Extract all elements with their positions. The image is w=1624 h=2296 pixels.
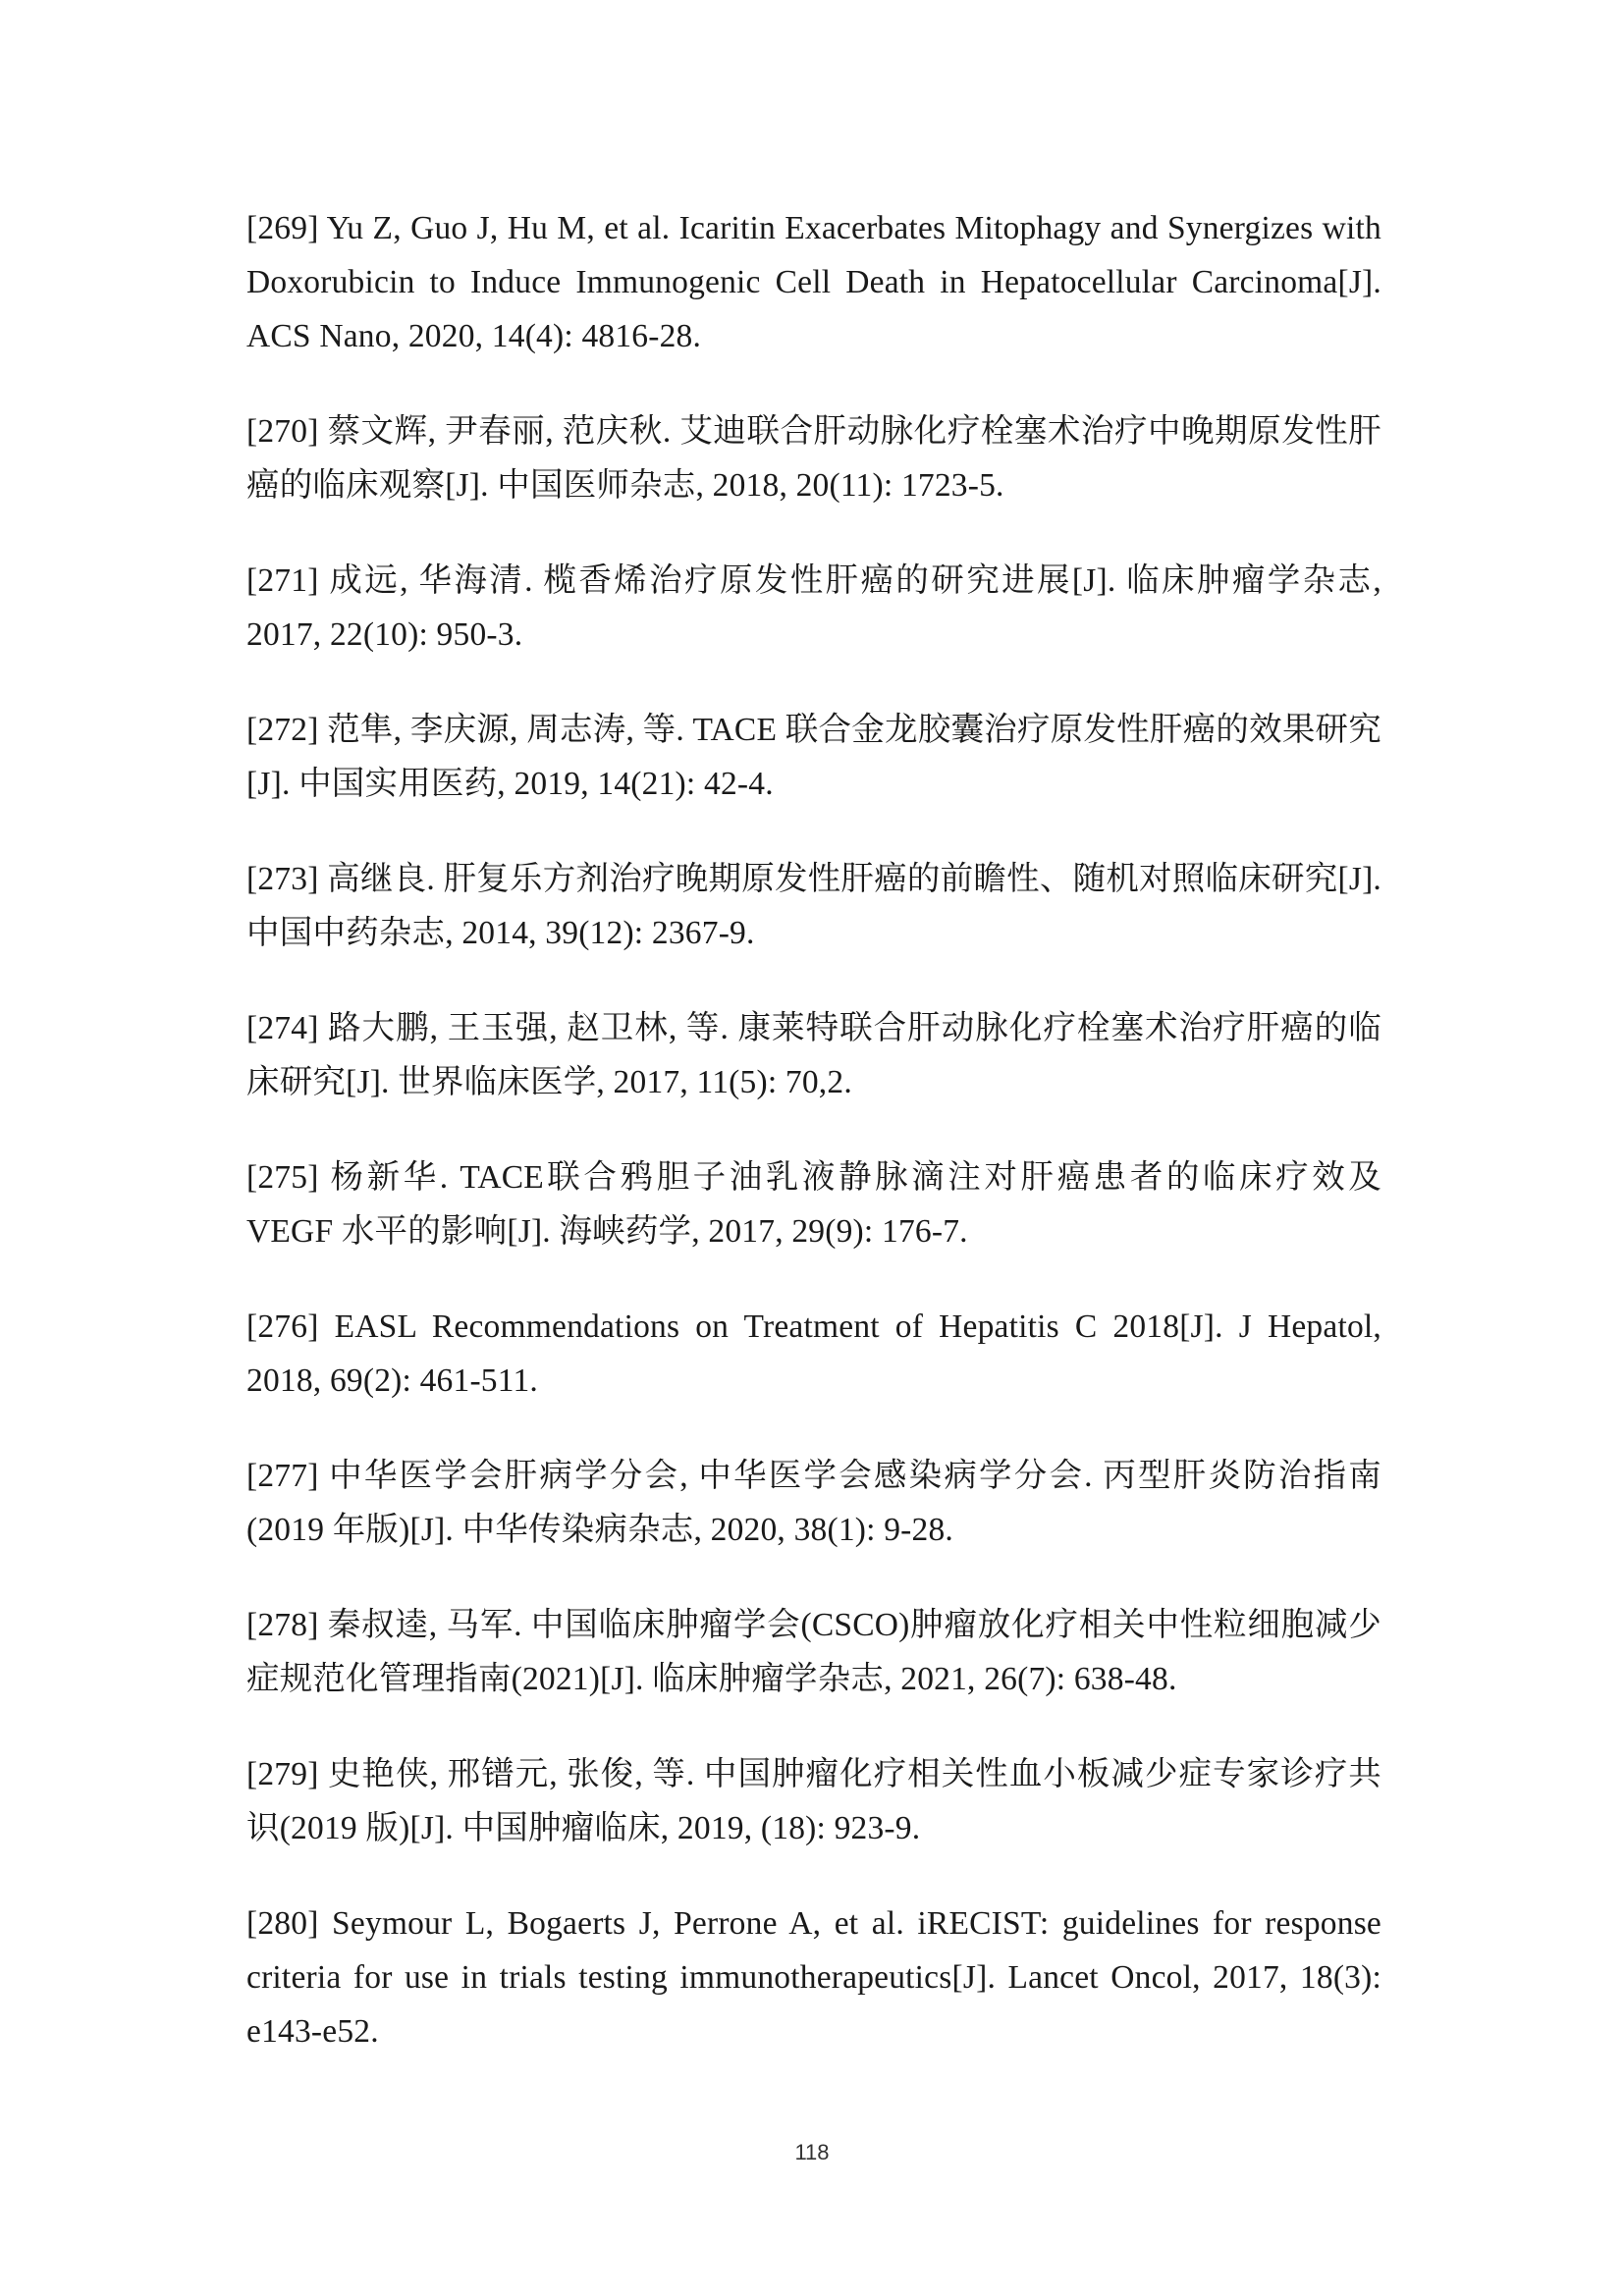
reference-274: [274] 路大鹏, 王玉强, 赵卫林, 等. 康莱特联合肝动脉化疗栓塞术治疗肝癌的临床研究[J]. 世界临床医学, 2017, 11(5): 70,2. — [246, 1010, 1381, 1100]
reference-270: [270] 蔡文辉, 尹春丽, 范庆秋. 艾迪联合肝动脉化疗栓塞术治疗中晚期原发性肝癌的临床观察[J]. 中国医师杂志, 2018, 20(11): 1723-5. — [246, 413, 1381, 504]
reference-271: [271] 成远, 华海清. 榄香烯治疗原发性肝癌的研究进展[J]. 临床肿瘤学杂志, 2017, 22(10): 950-3. — [246, 562, 1381, 653]
reference-278: [278] 秦叔逵, 马军. 中国临床肿瘤学会(CSCO)肿瘤放化疗相关中性粒细胞减少症规范化管理指南(2021)[J]. 临床肿瘤学杂志, 2021, 26(7): 638-48. — [246, 1607, 1381, 1697]
reference-279: [279] 史艳侠, 邢镨元, 张俊, 等. 中国肿瘤化疗相关性血小板减少症专家诊疗共识(2019 版)[J]. 中国肿瘤临床, 2019, (18): 923-9. — [246, 1756, 1381, 1846]
reference-269: [269] Yu Z, Guo J, Hu M, et al. Icaritin Exacerbates Mitophagy and Synergizes with Doxorubicin to Induce Immunogenic Cell Death in Hepatocellular Carcinoma[J]. ACS Nano, 2020, 14(4): 4816-28. — [246, 210, 1381, 354]
reference-280: [280] Seymour L, Bogaerts J, Perrone A, et al. iRECIST: guidelines for response criteria for use in trials testing immunotherapeutics[J]. Lancet Oncol, 2017, 18(3): e143-e52. — [246, 1905, 1381, 2050]
reference-list — [246, 201, 1381, 2100]
reference-273: [273] 高继良. 肝复乐方剂治疗晚期原发性肝癌的前瞻性、随机对照临床研究[J]. 中国中药杂志, 2014, 39(12): 2367-9. — [246, 861, 1381, 951]
page-number: 118 — [794, 2140, 830, 2164]
reference-276: [276] EASL Recommendations on Treatment of Hepatitis C 2018[J]. J Hepatol, 2018, 69(2): 461-511. — [246, 1308, 1381, 1399]
reference-277: [277] 中华医学会肝病学分会, 中华医学会感染病学分会. 丙型肝炎防治指南(2019 年版)[J]. 中华传染病杂志, 2020, 38(1): 9-28. — [246, 1458, 1381, 1548]
reference-272: [272] 范隼, 李庆源, 周志涛, 等. TACE 联合金龙胶囊治疗原发性肝癌的效果研究[J]. 中国实用医药, 2019, 14(21): 42-4. — [246, 712, 1381, 802]
reference-275: [275] 杨新华. TACE联合鸦胆子油乳液静脉滴注对肝癌患者的临床疗效及 VEGF 水平的影响[J]. 海峡药学, 2017, 29(9): 176-7. — [246, 1159, 1381, 1250]
